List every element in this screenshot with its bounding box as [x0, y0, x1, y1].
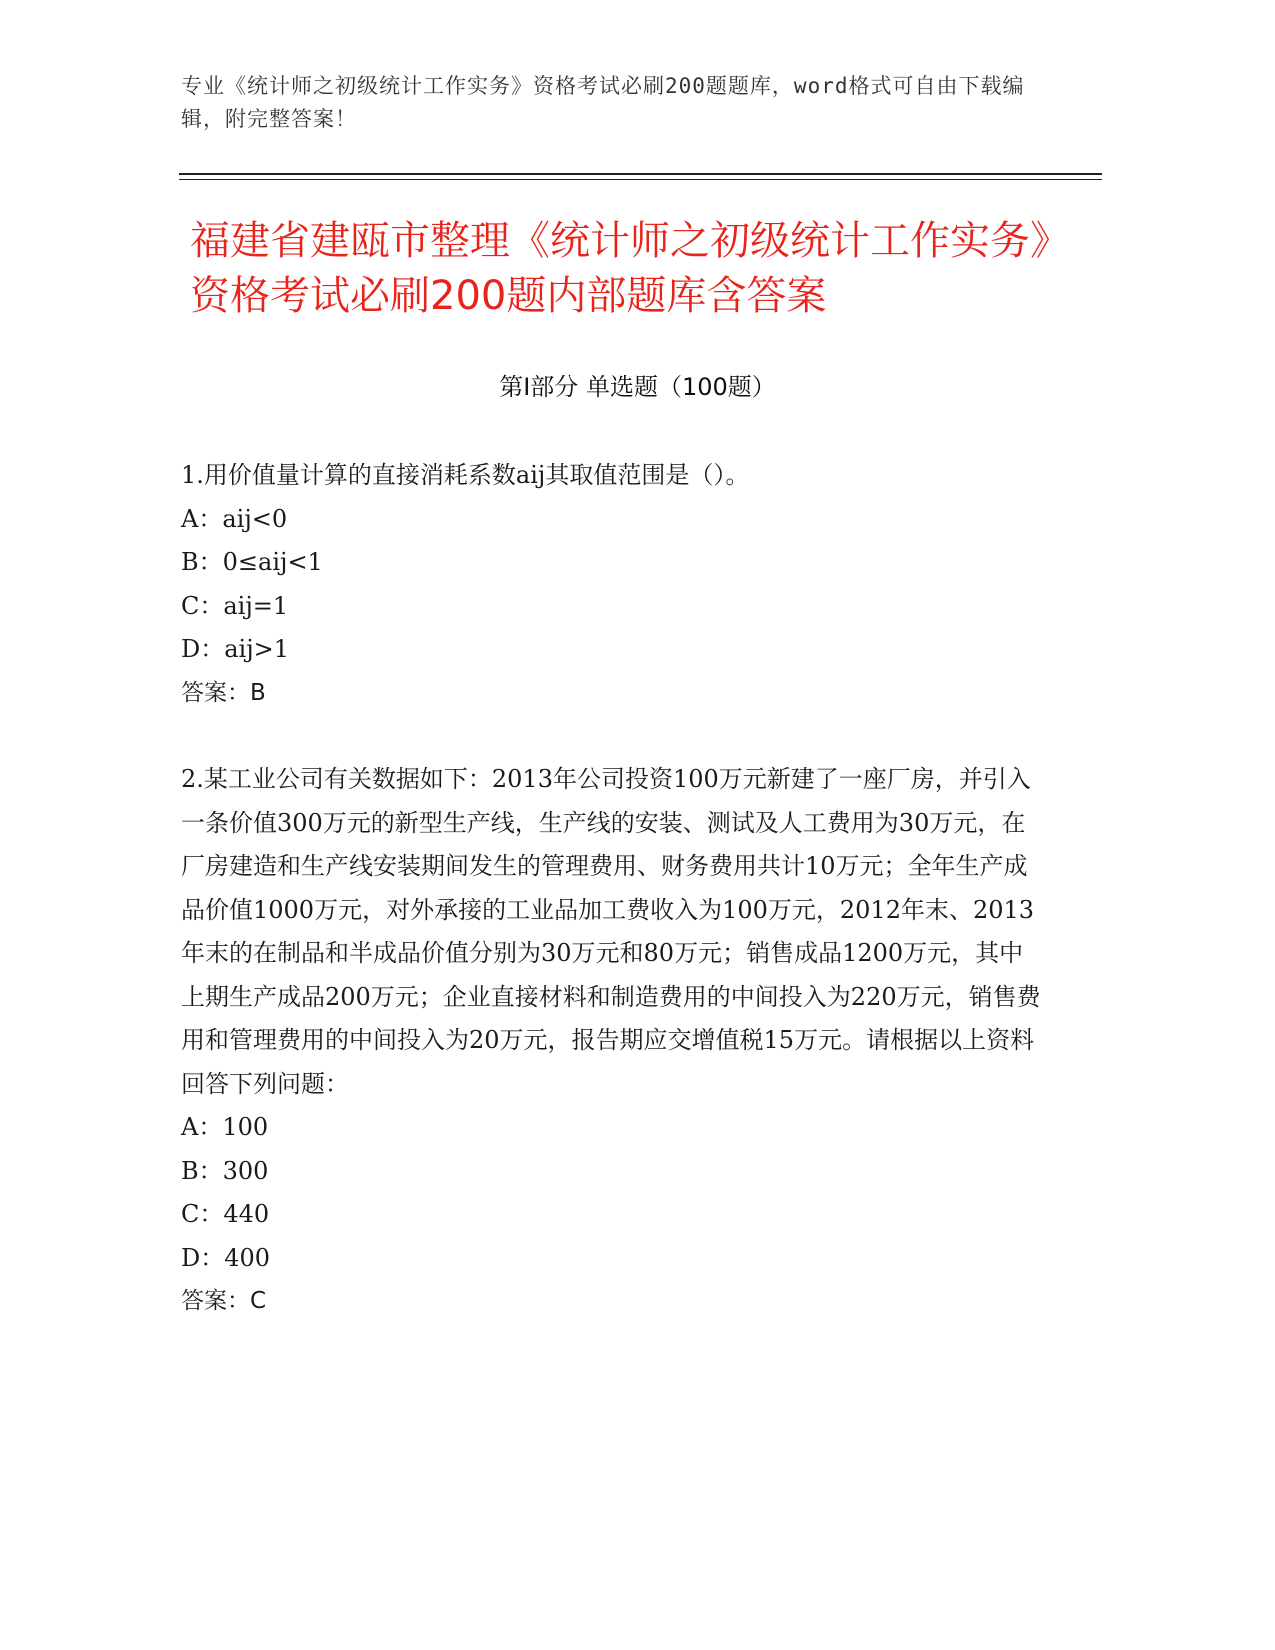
question-stem: 1.用价值量计算的直接消耗系数aij其取值范围是（）。 [181, 461, 750, 489]
answer: 答案：B [181, 679, 266, 706]
answer: 答案：C [181, 1288, 267, 1314]
question-stem: 2.某工业公司有关数据如下：2013年公司投资100万元新建了一座厂房，并引入一条价值300万元的新型生产线，生产线的安装、测试及人工费用为30万元，在厂房建造和生产线安装期间发生的管理费用、财务费用共计10万元；全年生产成品价值1000万元，对外承接的工业品加工费收入为100万元，2012年末、2013年末的在制品和半成品价值分别为30万元和80万元；销售成品1200万元，其中上期生产成品200万元；企业直接材料和制造费用的中间投入为220万元，销售费用和管理费用的中间投入为20万元，报告期应交增值税15万元。请根据以上资料回答下列问题： [181, 765, 1041, 1098]
option-c: C：440 [181, 1200, 270, 1228]
option-b: B：300 [181, 1156, 269, 1185]
document-title: 福建省建瓯市整理《统计师之初级统计工作实务》资格考试必刷200题内部题库含答案 [190, 218, 1070, 319]
option-d: D：400 [181, 1243, 271, 1272]
section-heading: 第Ⅰ部分 单选题（100题） [499, 373, 776, 401]
option-c: C：aij=1 [181, 591, 289, 620]
question-2 [181, 758, 1041, 1324]
header-divider-thick [179, 173, 1102, 175]
option-a: A：aij<0 [181, 504, 288, 533]
option-d: D：aij>1 [181, 635, 290, 663]
header-note: 专业《统计师之初级统计工作实务》资格考试必刷200题题库，word格式可自由下载编辑，附完整答案！ [181, 74, 1025, 131]
question-1 [181, 454, 1041, 715]
option-b: B：0≤aij<1 [181, 548, 323, 576]
option-a: A：100 [181, 1113, 269, 1141]
header-divider-thin [179, 179, 1102, 180]
